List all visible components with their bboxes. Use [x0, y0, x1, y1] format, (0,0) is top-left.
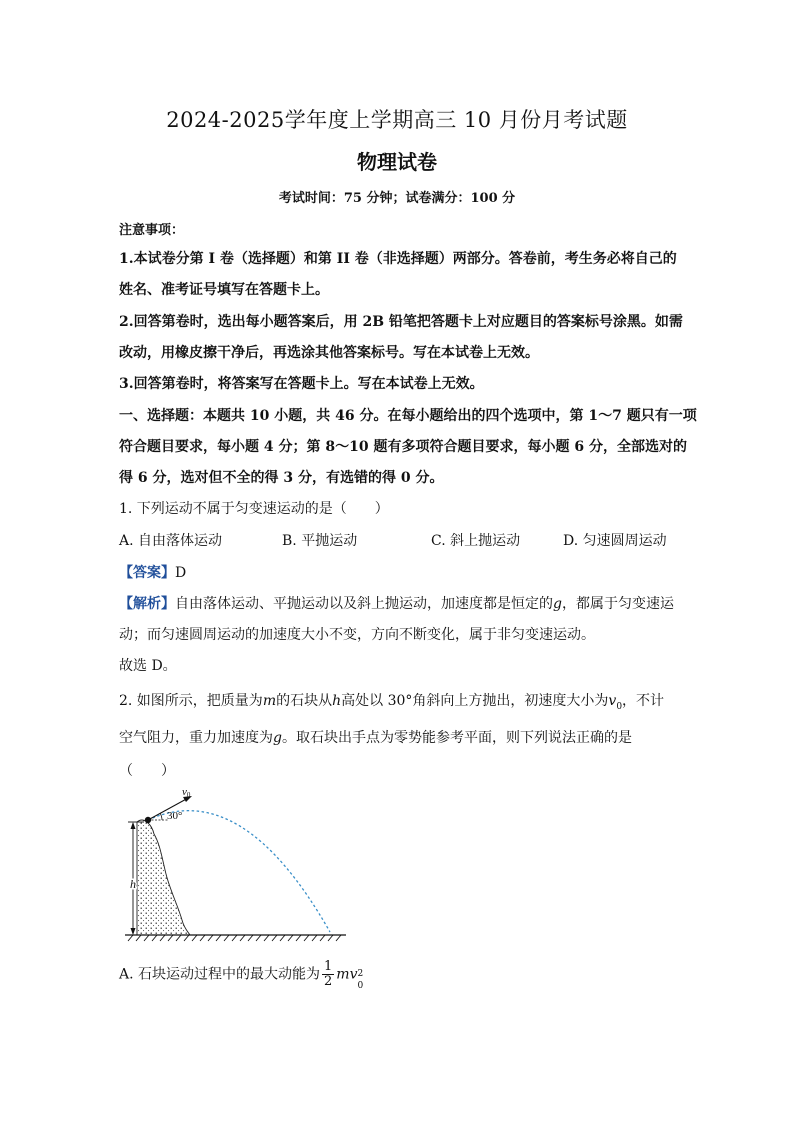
cliff-shape: [137, 820, 190, 935]
angle-arc: [160, 813, 162, 820]
question-1-option-a: A. 自由落体运动: [119, 533, 223, 549]
q2-text-a: 2. 如图所示，把质量为: [119, 693, 263, 709]
ground-hatch: [128, 935, 341, 941]
question-1-option-b: B. 平抛运动: [282, 533, 358, 549]
q2-var-v0-sub: 0: [616, 701, 623, 712]
q2-option-a-mv: mv: [336, 966, 358, 983]
question-2-blank: （ ）: [119, 763, 175, 779]
answer-value: D: [175, 565, 187, 581]
page-subtitle: 物理试卷: [357, 150, 437, 174]
answer-tag: 【答案】: [119, 565, 175, 581]
analysis-var-g: g: [553, 596, 562, 612]
question-1-answer: [119, 562, 186, 582]
label-h: h: [130, 877, 136, 891]
question-1-analysis-line-1: [119, 593, 674, 613]
notice-item-1-line-1: 1.本试卷分第 I 卷（选择题）和第 II 卷（非选择题）两部分。答卷前，考生务必将自己的: [119, 251, 677, 267]
q2-var-g: g: [273, 730, 282, 746]
fraction-numerator: 1: [324, 959, 333, 974]
q2-option-a-sup: 2: [357, 968, 364, 979]
section-1-line-2: 符合题目要求，每小题 4 分；第 8～10 题有多项符合题目要求，每小题 6 分，全部选对的: [119, 439, 687, 455]
height-arrow-down: [131, 928, 136, 935]
section-1-line-3: 得 6 分，选对但不全的得 3 分，有选错的得 0 分。: [119, 470, 444, 486]
fraction-denominator: 2: [324, 974, 333, 989]
q2-text-e: 空气阻力，重力加速度为: [119, 730, 273, 746]
q2-option-a-sub: 0: [357, 980, 364, 991]
question-2-option-a: [119, 960, 364, 989]
notice-heading: 注意事项：: [119, 223, 185, 238]
question-2-stem-line-2: [119, 727, 632, 747]
q2-var-v0: v: [608, 693, 617, 709]
q2-text-f: 。取石块出手点为零势能参考平面，则下列说法正确的是: [281, 730, 632, 746]
label-v0: v0: [182, 786, 191, 799]
page-title: 2024-2025学年度上学期高三 10 月份月考试题: [166, 108, 628, 132]
q2-text-b: 的石块从: [276, 693, 333, 709]
question-1-analysis-line-2: 动；而匀速圆周运动的加速度大小不变，方向不断变化，属于非匀变速运动。: [119, 627, 595, 643]
question-1-conclusion: 故选 D。: [119, 658, 177, 674]
notice-item-2-line-1: 2.回答第卷时，选出每小题答案后，用 2B 铅笔把答题卡上对应题目的答案标号涂黑。如需: [119, 314, 683, 330]
q2-var-m: m: [262, 693, 277, 709]
analysis-text-1a: 自由落体运动、平抛运动以及斜上抛运动，加速度都是恒定的: [175, 596, 553, 612]
question-2-stem-line-1: [119, 690, 664, 712]
label-angle: 30°: [167, 810, 183, 822]
height-arrow-up: [131, 822, 136, 829]
exam-meta: 考试时间：75 分钟；试卷满分：100 分: [278, 191, 516, 206]
fraction-one-half: [322, 960, 334, 989]
q2-text-c: 高处以 30°角斜向上方抛出，初速度大小为: [341, 693, 609, 709]
q2-option-a-text: A. 石块运动过程中的最大动能为: [119, 966, 321, 983]
notice-item-1-line-2: 姓名、准考证号填写在答题卡上。: [119, 282, 329, 298]
q2-text-d: ，不计: [622, 693, 665, 709]
projectile-figure: [120, 782, 350, 944]
q2-var-h: h: [332, 693, 342, 709]
question-1-option-d: D. 匀速圆周运动: [563, 533, 667, 549]
notice-item-2-line-2: 改动，用橡皮擦干净后，再选涂其他答案标号。写在本试卷上无效。: [119, 345, 539, 361]
analysis-text-1b: ，都属于匀变速运: [561, 596, 674, 612]
section-1-line-1: 一、选择题：本题共 10 小题，共 46 分。在每小题给出的四个选项中，第 1～7 题只有一项: [119, 408, 697, 424]
question-1-option-c: C. 斜上抛运动: [431, 533, 521, 549]
notice-item-3: 3.回答第卷时，将答案写在答题卡上。写在本试卷上无效。: [119, 376, 484, 392]
analysis-tag: 【解析】: [119, 596, 175, 612]
question-1-stem: 1. 下列运动不属于匀变速运动的是（ ）: [119, 501, 389, 517]
